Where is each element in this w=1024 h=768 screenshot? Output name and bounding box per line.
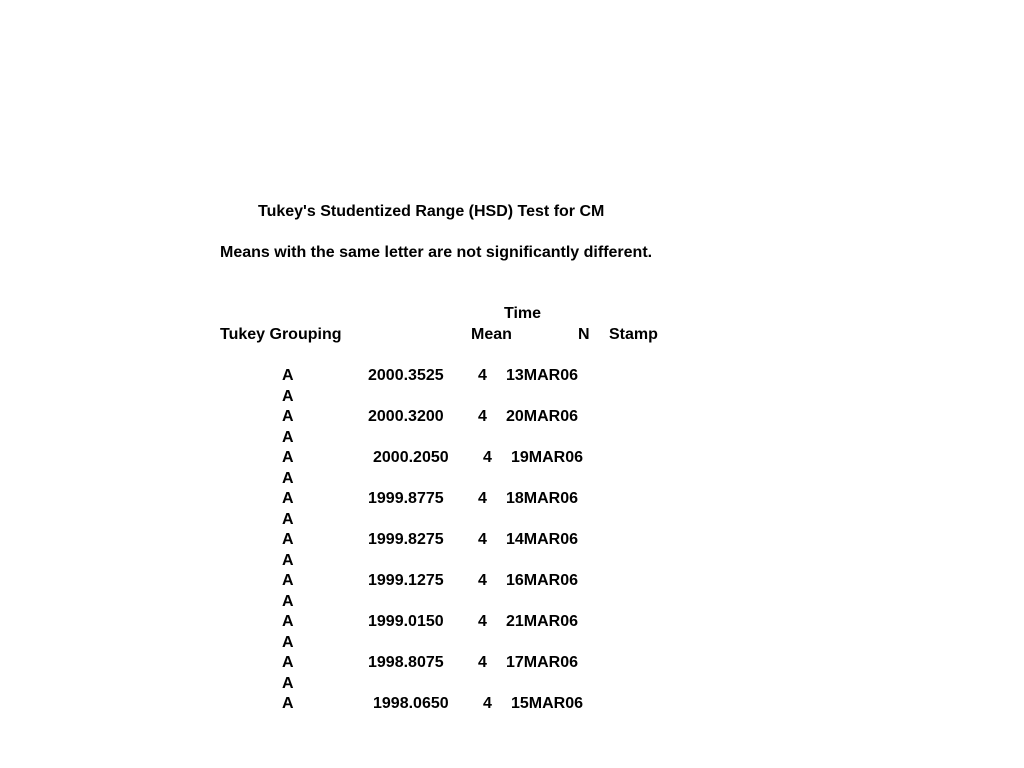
connector-row [0, 428, 1024, 448]
table-row [0, 530, 1024, 550]
page-subtitle: Means with the same letter are not significantly different. [220, 244, 653, 261]
time-stamp-value: 18MAR06 [506, 490, 579, 507]
connector-row [0, 633, 1024, 653]
mean-value: 1999.8275 [368, 531, 444, 548]
connector-row [0, 551, 1024, 571]
mean-value: 1999.1275 [368, 572, 444, 589]
table-row [0, 653, 1024, 673]
n-value: 4 [478, 408, 487, 425]
mean-value: 1999.0150 [368, 613, 444, 630]
connector-row [0, 510, 1024, 530]
connector-row [0, 387, 1024, 407]
mean-value: 1999.8775 [368, 490, 444, 507]
table-row [0, 571, 1024, 591]
column-header-time: Time [504, 305, 542, 322]
n-value: 4 [478, 367, 487, 384]
grouping-connector: A [282, 429, 294, 446]
grouping-connector: A [282, 470, 294, 487]
n-value: 4 [478, 572, 487, 589]
n-value: 4 [483, 449, 492, 466]
mean-value: 2000.2050 [373, 449, 449, 466]
page-title: Tukey's Studentized Range (HSD) Test for CM [258, 203, 605, 220]
grouping-letter: A [282, 490, 294, 507]
grouping-connector: A [282, 388, 294, 405]
time-stamp-value: 14MAR06 [506, 531, 579, 548]
table-row [0, 448, 1024, 468]
connector-row [0, 469, 1024, 489]
column-header-n: N [578, 326, 590, 343]
mean-value: 2000.3525 [368, 367, 444, 384]
connector-row [0, 592, 1024, 612]
column-header-stamp: Stamp [609, 326, 658, 343]
grouping-letter: A [282, 449, 294, 466]
grouping-letter: A [282, 572, 294, 589]
mean-value: 1998.0650 [373, 695, 449, 712]
time-stamp-value: 13MAR06 [506, 367, 579, 384]
grouping-letter: A [282, 408, 294, 425]
n-value: 4 [478, 531, 487, 548]
column-header-grouping: Tukey Grouping [220, 326, 342, 343]
grouping-letter: A [282, 367, 294, 384]
table-row [0, 366, 1024, 386]
grouping-connector: A [282, 593, 294, 610]
n-value: 4 [478, 654, 487, 671]
grouping-connector: A [282, 552, 294, 569]
table-row [0, 489, 1024, 509]
mean-value: 1998.8075 [368, 654, 444, 671]
time-stamp-value: 21MAR06 [506, 613, 579, 630]
time-stamp-value: 16MAR06 [506, 572, 579, 589]
time-stamp-value: 20MAR06 [506, 408, 579, 425]
table-row [0, 694, 1024, 714]
mean-value: 2000.3200 [368, 408, 444, 425]
time-stamp-value: 19MAR06 [511, 449, 584, 466]
grouping-letter: A [282, 531, 294, 548]
grouping-connector: A [282, 511, 294, 528]
time-stamp-value: 17MAR06 [506, 654, 579, 671]
time-stamp-value: 15MAR06 [511, 695, 584, 712]
grouping-connector: A [282, 634, 294, 651]
table-row [0, 407, 1024, 427]
column-header-mean: Mean [471, 326, 512, 343]
n-value: 4 [478, 613, 487, 630]
n-value: 4 [483, 695, 492, 712]
n-value: 4 [478, 490, 487, 507]
grouping-connector: A [282, 675, 294, 692]
grouping-letter: A [282, 613, 294, 630]
table-row [0, 612, 1024, 632]
connector-row [0, 674, 1024, 694]
grouping-letter: A [282, 654, 294, 671]
grouping-letter: A [282, 695, 294, 712]
